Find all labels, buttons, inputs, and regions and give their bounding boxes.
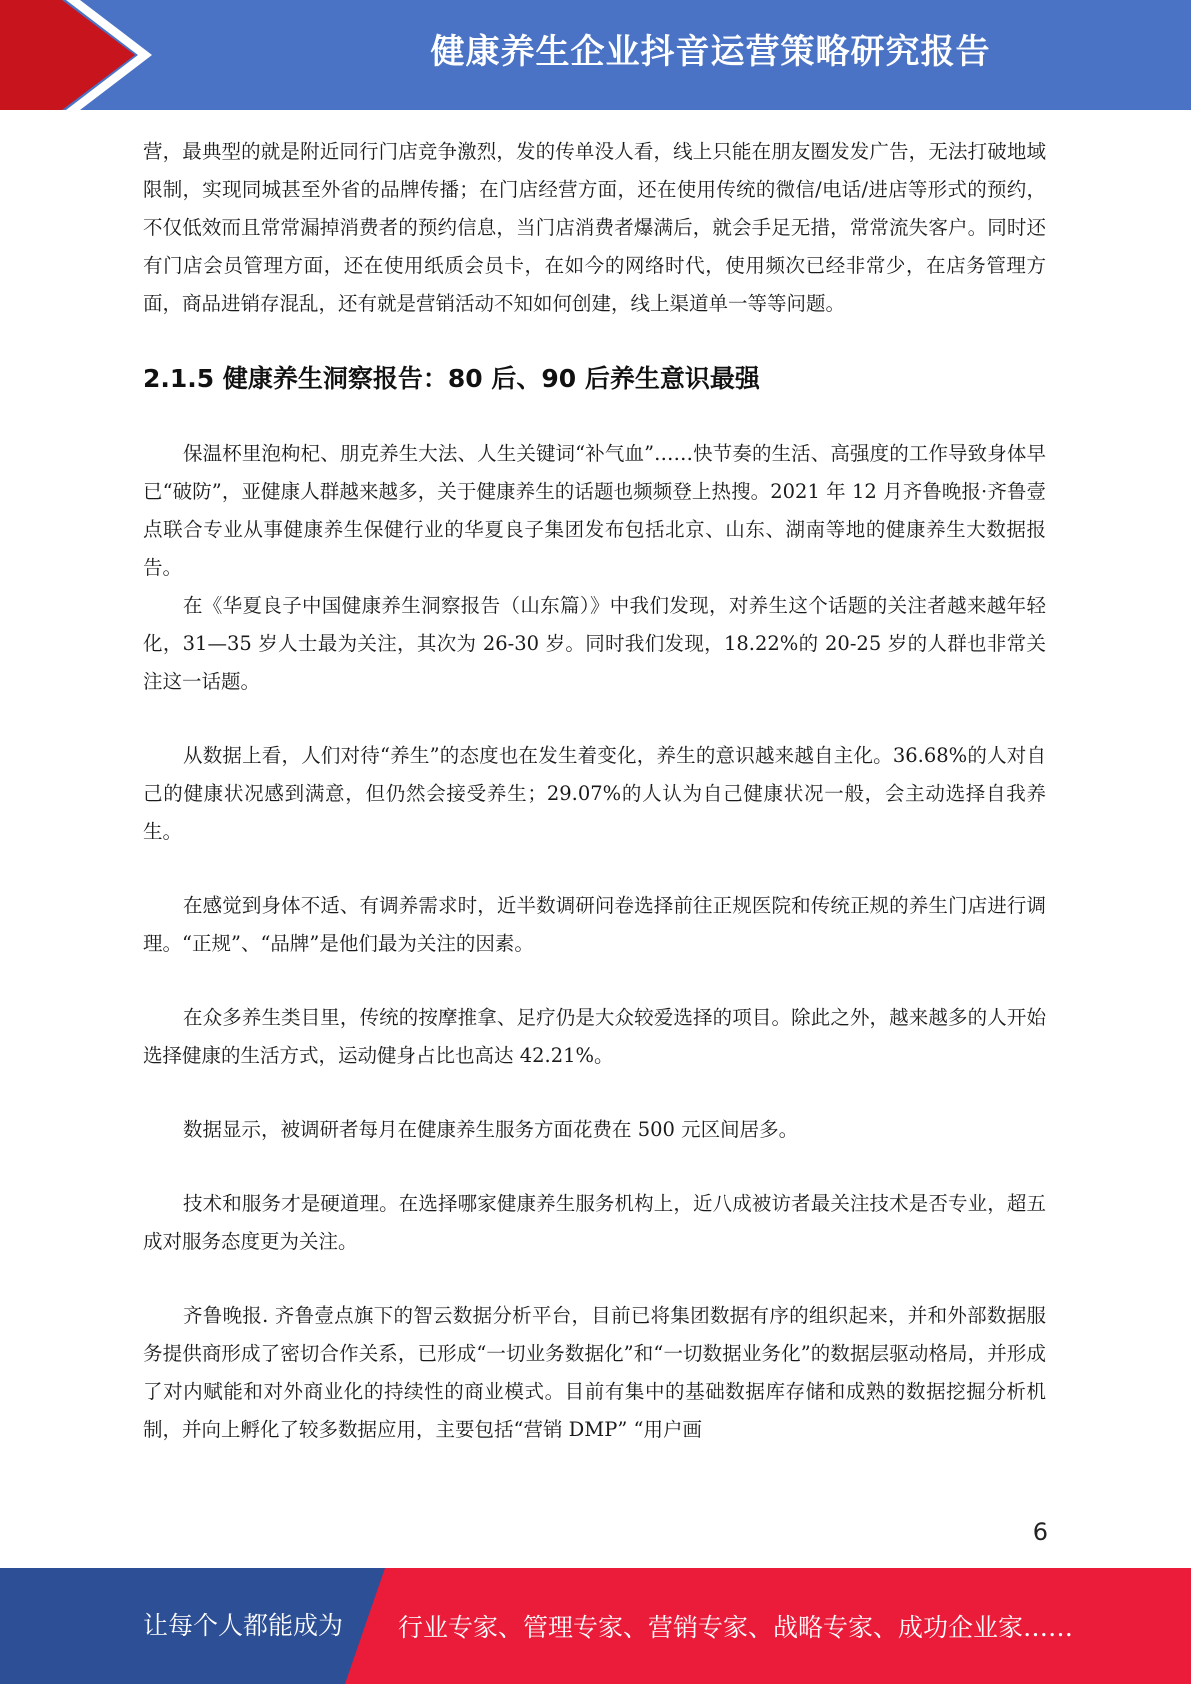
footer-slogan-right: 行业专家、管理专家、营销专家、战略专家、成功企业家…… <box>398 1613 1074 1642</box>
footer-slogan-left: 让每个人都能成为 <box>143 1611 344 1640</box>
header-arrow-decoration <box>0 0 170 110</box>
page-header <box>0 0 1191 110</box>
section-heading: 2.1.5 健康养生洞察报告：80 后、90 后养生意识最强 <box>143 364 760 393</box>
report-title: 健康养生企业抖音运营策略研究报告 <box>430 32 991 72</box>
page-footer <box>0 1568 1191 1684</box>
paragraph-3: 从数据上看，人们对待“养生”的态度也在发生着变化，养生的意识越来越自主化。36.68%的人对自己的健康状况感到满意，但仍然会接受养生；29.07%的人认为自己健康状况一般，会主动选择自我养生。 <box>143 744 1046 843</box>
paragraph-7: 技术和服务才是硬道理。在选择哪家健康养生服务机构上，近八成被访者最关注技术是否专业，超五成对服务态度更为关注。 <box>143 1192 1046 1253</box>
paragraph-1: 保温杯里泡枸杞、朋克养生大法、人生关键词“补气血”……快节奏的生活、高强度的工作导致身体早已“破防”，亚健康人群越来越多，关于健康养生的话题也频频登上热搜。2021 年 12 月齐鲁晚报·齐鲁壹点联合专业从事健康养生保健行业的华夏良子集团发布包括北京、山东、湖南等地的健康养生大数据报告。 <box>143 442 1046 579</box>
paragraph-2: 在《华夏良子中国健康养生洞察报告（山东篇）》中我们发现，对养生这个话题的关注者越来越年轻化，31—35 岁人士最为关注，其次为 26-30 岁。同时我们发现，18.22%的 20-25 岁的人群也非常关注这一话题。 <box>143 594 1046 693</box>
page-number: 6 <box>1032 1518 1048 1546</box>
intro-paragraph: 营，最典型的就是附近同行门店竞争激烈，发的传单没人看，线上只能在朋友圈发发广告，无法打破地域限制，实现同城甚至外省的品牌传播；在门店经营方面，还在使用传统的微信/电话/进店等形式的预约，不仅低效而且常常漏掉消费者的预约信息，当门店消费者爆满后，就会手足无措，常常流失客户。同时还有门店会员管理方面，还在使用纸质会员卡，在如今的网络时代，使用频次已经非常少，在店务管理方面，商品进销存混乱，还有就是营销活动不知如何创建，线上渠道单一等等问题。 <box>143 140 1046 315</box>
paragraph-8: 齐鲁晚报. 齐鲁壹点旗下的智云数据分析平台，目前已将集团数据有序的组织起来，并和外部数据服务提供商形成了密切合作关系，已形成“一切业务数据化”和“一切数据业务化”的数据层驱动格局，并形成了对内赋能和对外商业化的持续性的商业模式。目前有集中的基础数据库存储和成熟的数据挖掘分析机制，并向上孵化了较多数据应用，主要包括“营销 DMP” “用户画 <box>143 1304 1046 1441</box>
paragraph-6: 数据显示，被调研者每月在健康养生服务方面花费在 500 元区间居多。 <box>183 1118 799 1141</box>
paragraph-5: 在众多养生类目里，传统的按摩推拿、足疗仍是大众较爱选择的项目。除此之外，越来越多的人开始选择健康的生活方式，运动健身占比也高达 42.21%。 <box>143 1006 1046 1067</box>
document-body <box>143 133 1046 1449</box>
paragraph-4: 在感觉到身体不适、有调养需求时，近半数调研问卷选择前往正规医院和传统正规的养生门店进行调理。“正规”、“品牌”是他们最为关注的因素。 <box>143 894 1046 955</box>
